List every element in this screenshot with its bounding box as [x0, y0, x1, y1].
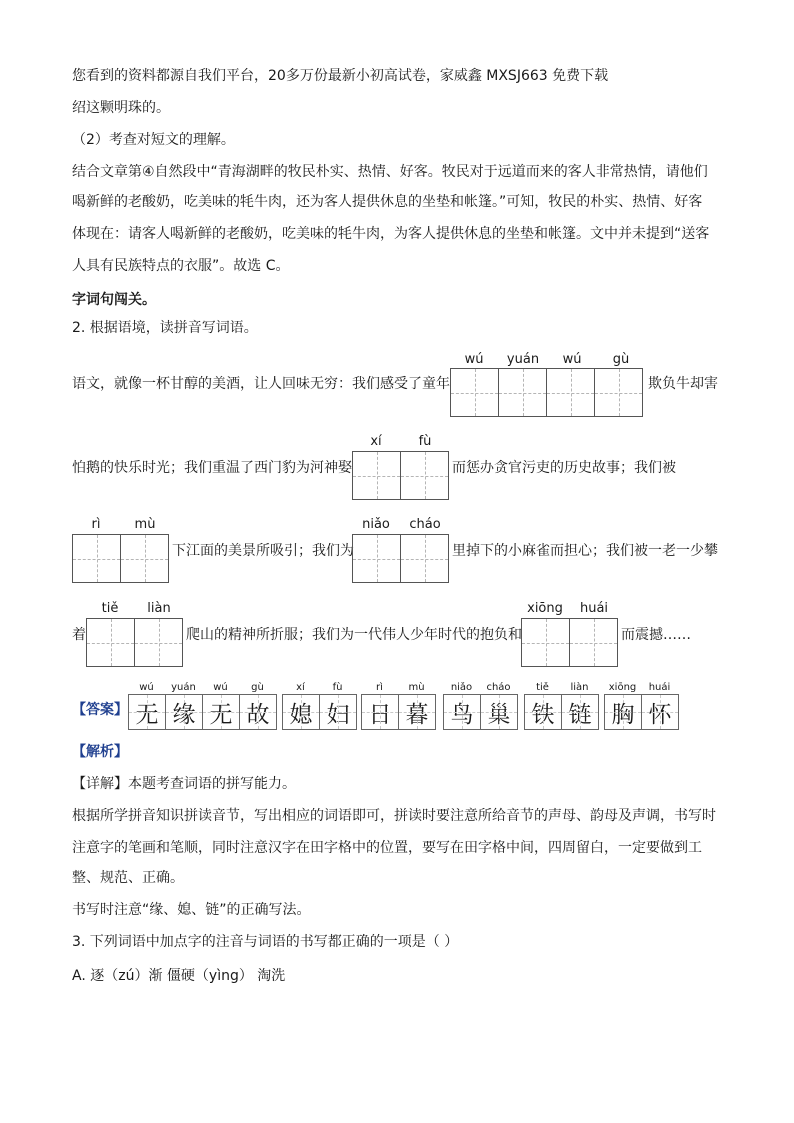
answer-pinyin: gù [251, 682, 264, 693]
part2-line: 结合文章第④自然段中“青海湖畔的牧民朴实、热情、好客。牧民对于远道而来的客人非常热情，请他们 [72, 164, 708, 180]
pinyin-label: gù [612, 352, 630, 367]
answer-char-text: 故 [246, 701, 270, 728]
writing-boxes-1 [450, 368, 643, 417]
answer-pinyin: mù [408, 682, 425, 693]
answer-pinyin: fù [332, 682, 343, 693]
answer-pinyin: liàn [570, 682, 589, 693]
q2-title: 2. 根据语境，读拼音写词语。 [72, 320, 258, 336]
part2-title: （2）考查对短文的理解。 [72, 132, 235, 148]
answer-char [604, 694, 642, 730]
answer-group-6 [604, 694, 679, 730]
q2-text: 语文，就像一杯甘醇的美酒，让人回味无穷：我们感受了童年 [72, 376, 450, 392]
answer-char-text: 无 [135, 701, 159, 728]
answer-char [481, 694, 518, 730]
answer-char [443, 694, 481, 730]
writing-boxes-2 [352, 451, 449, 500]
pinyin-label: xí [370, 434, 382, 449]
answer-pinyin: niǎo [450, 682, 473, 693]
answer-char-text: 缘 [172, 701, 196, 728]
answer-pinyin: wú [213, 682, 228, 693]
q2-text: 而惩办贪官污吏的历史故事；我们被 [452, 460, 676, 476]
answer-char [203, 694, 240, 730]
answer-char [166, 694, 203, 730]
answer-char-text: 日 [368, 701, 392, 728]
answer-pinyin: huái [648, 682, 671, 693]
answer-char [282, 694, 320, 730]
writing-box[interactable] [121, 534, 169, 583]
answer-pinyin: cháo [486, 682, 511, 693]
q2-text: 下江面的美景所吸引；我们为 [172, 543, 354, 559]
intro-tail: 绍这颗明珠的。 [72, 100, 170, 116]
writing-box[interactable] [521, 618, 570, 667]
answer-char-text: 铁 [531, 701, 555, 728]
pinyin-label: xiōng [527, 601, 563, 616]
pinyin-label: cháo [409, 517, 441, 532]
answer-pinyin: wú [139, 682, 154, 693]
answer-group-3 [361, 694, 436, 730]
pinyin-label: yuán [506, 352, 540, 367]
answer-char [642, 694, 679, 730]
pinyin-label: wú [464, 352, 484, 367]
pinyin-label: fù [418, 434, 432, 449]
answer-group-1 [128, 694, 277, 730]
answer-char-text: 链 [568, 701, 592, 728]
part2-line: 体现在：请客人喝新鲜的老酸奶，吃美味的牦牛肉，为客人提供休息的坐垫和帐篷。文中并未提到“送客 [72, 226, 710, 242]
analysis-detail: 【详解】本题考查词语的拼写能力。 [72, 776, 296, 792]
q2-text: 里掉下的小麻雀而担心；我们被一老一少攀 [452, 543, 718, 559]
answer-char-text: 媳 [289, 701, 313, 728]
analysis-label: 【解析】 [72, 744, 128, 760]
answer-char [240, 694, 277, 730]
writing-box[interactable] [450, 368, 499, 417]
pinyin-label: tiě [101, 601, 119, 616]
writing-box[interactable] [352, 451, 401, 500]
analysis-note: 书写时注意“缘、媳、链”的正确写法。 [72, 902, 311, 918]
answer-pinyin: xiōng [608, 682, 637, 693]
answer-char-text: 怀 [648, 701, 672, 728]
answer-pinyin: rì [376, 682, 383, 693]
writing-box[interactable] [135, 618, 183, 667]
answer-char [524, 694, 562, 730]
pinyin-label: niǎo [362, 517, 390, 532]
answer-char-text: 暮 [405, 701, 429, 728]
writing-box[interactable] [570, 618, 618, 667]
writing-boxes-6 [521, 618, 618, 667]
analysis-line: 根据所学拼音知识拼读音节，写出相应的词语即可，拼读时要注意所给音节的声母、韵母及声调，书写时 [72, 808, 716, 824]
writing-box[interactable] [547, 368, 595, 417]
answer-char-text: 妇 [326, 701, 350, 728]
answer-pinyin: tiě [536, 682, 549, 693]
q3-title: 3. 下列词语中加点字的注音与词语的书写都正确的一项是（ ） [72, 934, 459, 950]
writing-box[interactable] [499, 368, 547, 417]
answer-group-2 [282, 694, 357, 730]
q2-text: 而震撼…… [621, 627, 691, 643]
analysis-line: 整、规范、正确。 [72, 870, 184, 886]
answer-pinyin: yuán [171, 682, 196, 693]
q2-text: 着 [72, 627, 86, 643]
answer-char-text: 巢 [487, 701, 511, 728]
answer-char-text: 鸟 [450, 701, 474, 728]
answer-char [399, 694, 436, 730]
answer-label: 【答案】 [72, 702, 128, 718]
pinyin-label: mù [134, 517, 156, 532]
part2-line: 人具有民族特点的衣服”。故选 C。 [72, 258, 290, 274]
answer-char-text: 胸 [611, 701, 635, 728]
answer-char [128, 694, 166, 730]
q2-text: 怕鹅的快乐时光；我们重温了西门豹为河神娶 [72, 460, 352, 476]
analysis-line: 注意字的笔画和笔顺，同时注意汉字在田字格中的位置，要写在田字格中间，四周留白，一定要做到工 [72, 840, 702, 856]
answer-char [320, 694, 357, 730]
writing-box[interactable] [595, 368, 643, 417]
writing-boxes-3 [72, 534, 169, 583]
writing-box[interactable] [401, 534, 449, 583]
pinyin-label: rì [91, 517, 101, 532]
answer-group-5 [524, 694, 599, 730]
writing-box[interactable] [352, 534, 401, 583]
answer-pinyin: xí [296, 682, 305, 693]
answer-char [562, 694, 599, 730]
answer-group-4 [443, 694, 518, 730]
part2-line: 喝新鲜的老酸奶，吃美味的牦牛肉，还为客人提供休息的坐垫和帐篷。”可知，牧民的朴实、热情、好客 [72, 194, 703, 210]
writing-box[interactable] [86, 618, 135, 667]
pinyin-label: liàn [147, 601, 171, 616]
answer-char-text: 无 [209, 701, 233, 728]
writing-boxes-5 [86, 618, 183, 667]
writing-box[interactable] [72, 534, 121, 583]
pinyin-label: huái [579, 601, 609, 616]
q2-text: 欺负牛却害 [648, 376, 718, 392]
answer-char [361, 694, 399, 730]
writing-box[interactable] [401, 451, 449, 500]
section-title: 字词句闯关。 [72, 292, 156, 308]
q2-text: 爬山的精神所折服；我们为一代伟人少年时代的抱负和 [186, 627, 522, 643]
pinyin-label: wú [562, 352, 582, 367]
writing-boxes-4 [352, 534, 449, 583]
q3-option-a[interactable]: A. 逐（zú）渐 僵硬（yìng） 淘洗 [72, 968, 286, 984]
header-notice: 您看到的资料都源自我们平台，20多万份最新小初高试卷，家威鑫 MXSJ663 免费下载 [72, 68, 609, 84]
